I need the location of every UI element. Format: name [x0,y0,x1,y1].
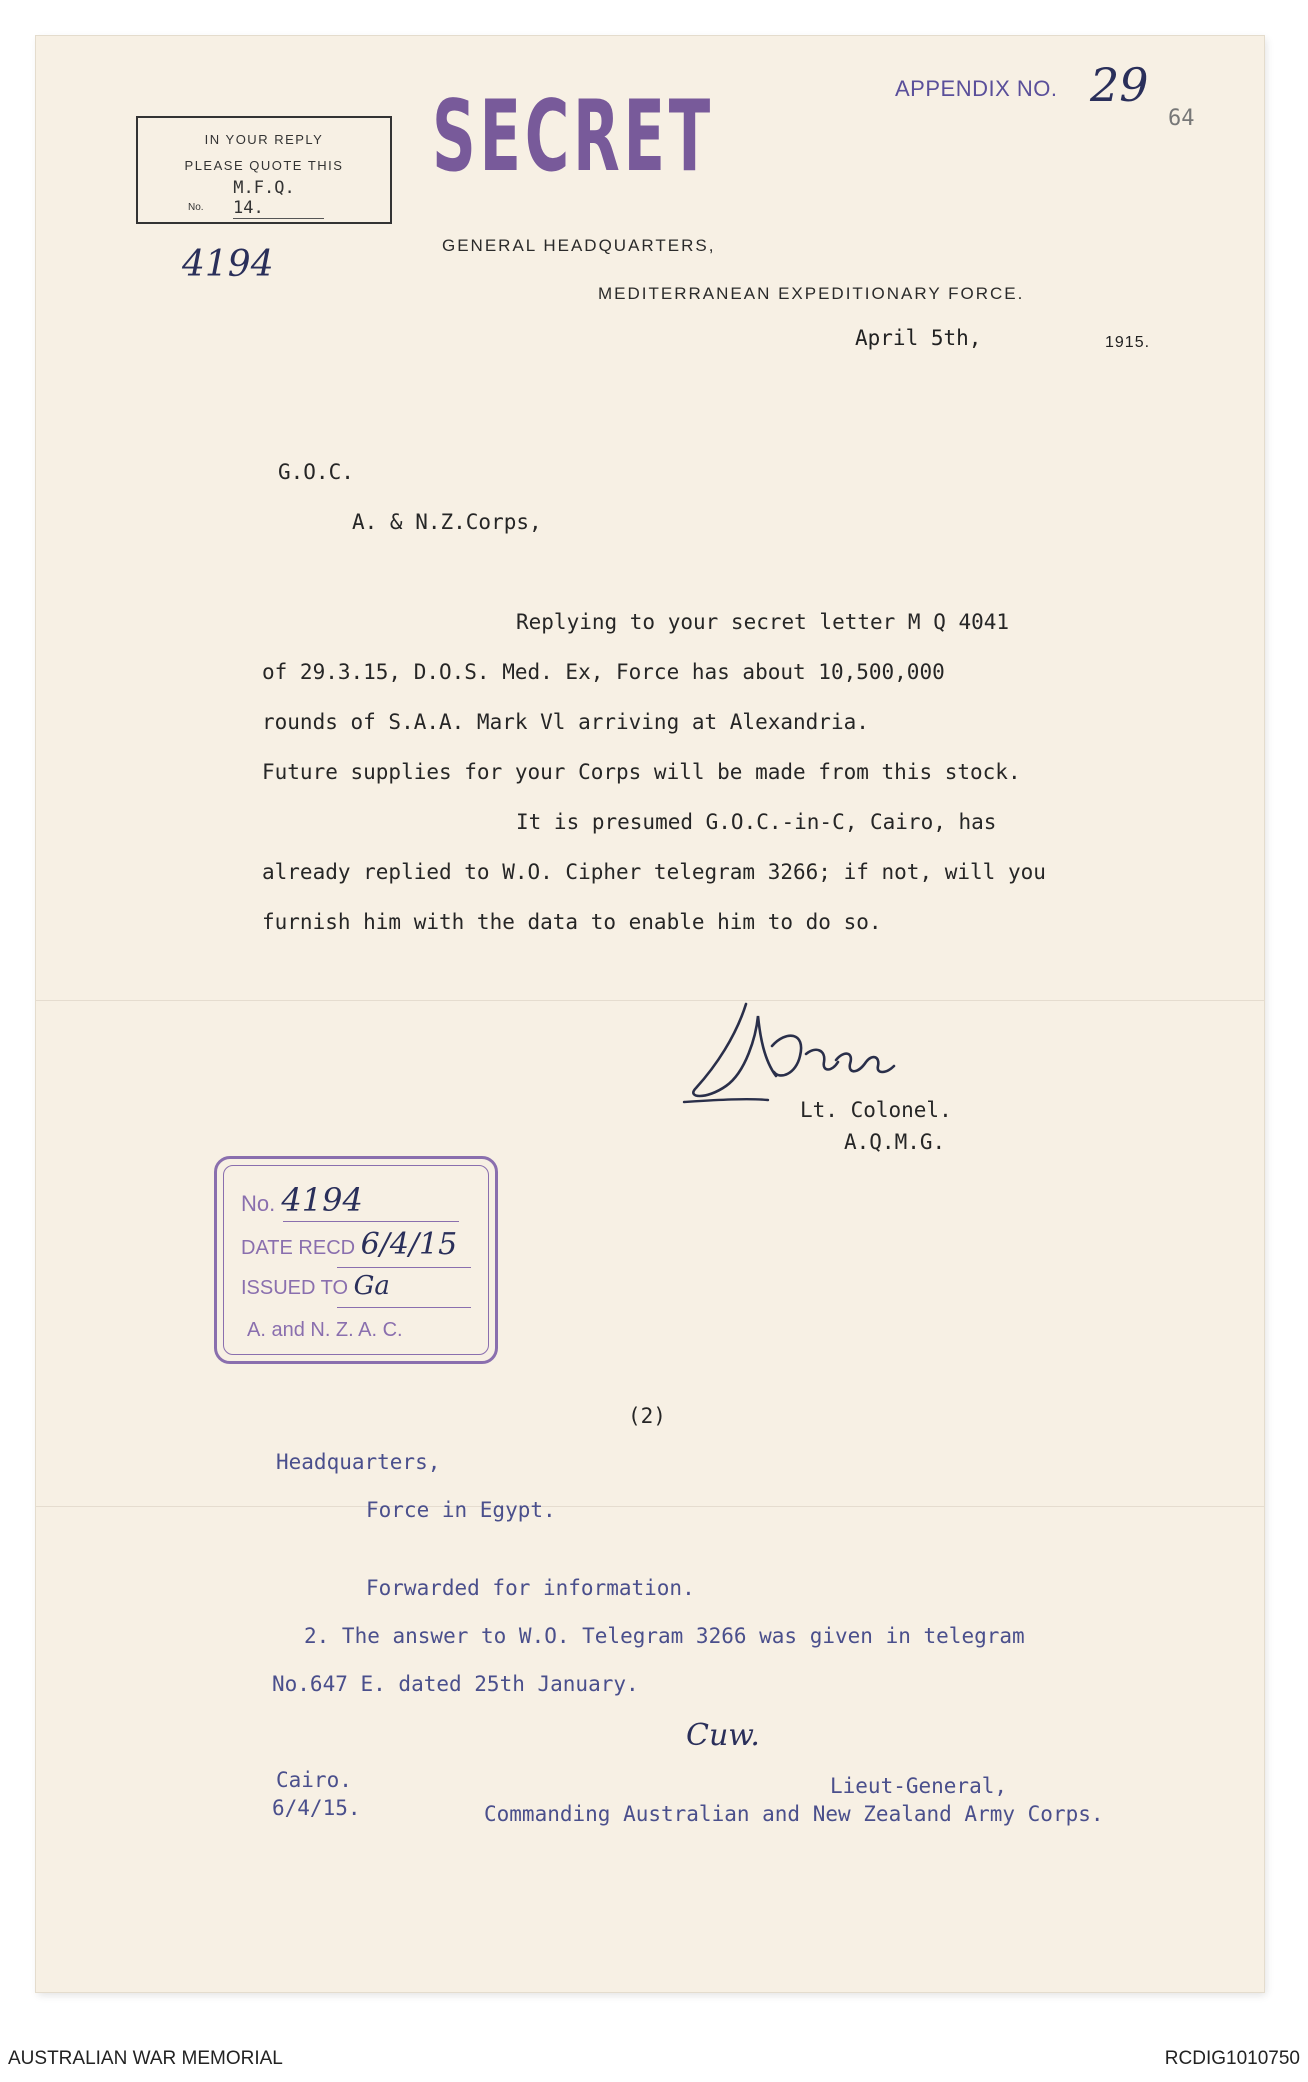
minute-date: 6/4/15. [272,1796,361,1820]
body-line: already replied to W.O. Cipher telegram 3266; if not, will you [262,860,1046,884]
stamp-date-label: DATE RECD [241,1237,356,1259]
stamp-issued-label: ISSUED TO [241,1277,349,1299]
minute-to-line2: Force in Egypt. [366,1498,556,1522]
minute-number: (2) [628,1404,666,1428]
minute-sign-title: Commanding Australian and New Zealand Army Corps. [484,1802,1104,1826]
footer-right: RCDIG1010750 [1164,2048,1300,2069]
appendix-label: APPENDIX NO. [895,76,1058,101]
body-line: rounds of S.A.A. Mark Vl arriving at Alexandria. [262,710,869,734]
folio-number: 64 [1168,106,1195,131]
reply-box-line1: IN YOUR REPLY [204,132,324,147]
minute-to-line1: Headquarters, [276,1450,441,1474]
appendix-number: 29 [1090,58,1149,112]
addressee-line2: A. & N.Z.Corps, [352,510,542,534]
stamp-date-value: 6/4/15 [360,1227,458,1262]
stamp-unit: A. and N. Z. A. C. [247,1319,403,1341]
minute-line1: Forwarded for information. [366,1576,695,1600]
letter-date: April 5th, [855,326,982,350]
signature-rank: Lt. Colonel. [800,1098,952,1122]
minute-place: Cairo. [276,1768,352,1792]
reply-box-ref: M.F.Q. [233,178,295,198]
body-line: It is presumed G.O.C.-in-C, Cairo, has [516,810,997,834]
stamp-no-label: No. [241,1191,276,1216]
secret-stamp: SECRET [432,80,714,194]
minute-sign-rank: Lieut-General, [830,1774,1008,1798]
signature-title: A.Q.M.G. [844,1130,946,1154]
reply-box-line2: PLEASE QUOTE THIS [184,158,344,173]
reply-reference-box [136,116,392,224]
footer-left: AUSTRALIAN WAR MEMORIAL [8,2048,283,2069]
body-line: of 29.3.15, D.O.S. Med. Ex, Force has about 10,500,000 [262,660,945,684]
reply-box-no-label: No. [188,202,204,213]
body-line: furnish him with the data to enable him to do so. [262,910,882,934]
minute-line3: No.647 E. dated 25th January. [272,1672,639,1696]
minute-initials: Cuw. [686,1718,760,1753]
document-page [36,36,1264,1992]
letterhead-line1: GENERAL HEADQUARTERS, [442,236,716,255]
addressee-line1: G.O.C. [278,460,354,484]
reply-box-no-value: 14. [233,198,324,219]
letter-year: 1915. [1105,334,1151,351]
letterhead-line2: MEDITERRANEAN EXPEDITIONARY FORCE. [598,284,1025,303]
received-stamp [214,1156,498,1364]
body-line: Replying to your secret letter M Q 4041 [516,610,1010,634]
body-line: Future supplies for your Corps will be made from this stock. [262,760,1021,784]
stamp-issued-value: Ga [353,1271,390,1301]
stamp-no-value: 4194 [281,1181,363,1219]
handwritten-number: 4194 [182,244,274,285]
minute-line2: 2. The answer to W.O. Telegram 3266 was given in telegram [304,1624,1025,1648]
